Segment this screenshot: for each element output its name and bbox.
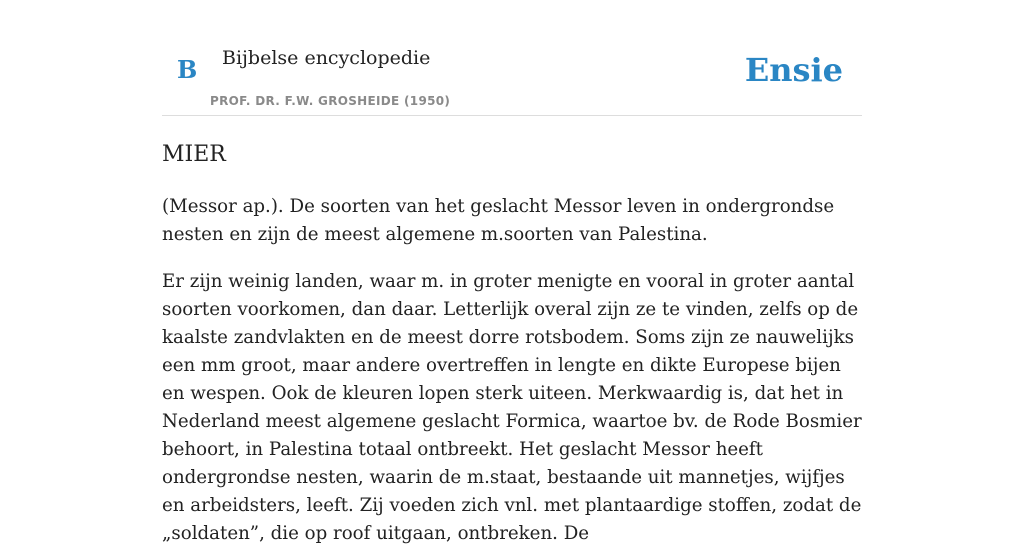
article-paragraph: (Messor ap.). De soorten van het geslacht Messor leven in ondergrondse nesten en zijn de meest algemene m.soorten van Palestina. — [162, 196, 835, 245]
brand-logo-link[interactable]: Ensie — [744, 51, 843, 89]
page-container — [162, 0, 862, 548]
book-author: PROF. DR. F.W. GROSHEIDE (1950) — [210, 94, 451, 108]
book-logo[interactable]: B — [177, 55, 198, 84]
entry-title: MIER — [162, 142, 226, 167]
page-header — [162, 0, 862, 116]
book-title[interactable]: Bijbelse encyclopedie — [222, 47, 431, 69]
article-paragraph: Er zijn weinig landen, waar m. in groter menigte en vooral in groter aantal soorten voorkomen, dan daar. Letterlijk overal zijn ze te vinden, zelfs op de kaalste zandvlakten en de meest dorre rotsbodem. Soms zijn ze nauwelijks een mm groot, maar andere overtreffen in lengte en dikte Europese bijen en wespen. Ook de kleuren lopen sterk uiteen. Merkwaardig is, dat het in Nederland meest algemene geslacht Formica, waartoe bv. de Rode Bosmier behoort, in Palestina totaal ontbreekt. Het geslacht Messor heeft ondergrondse nesten, waarin de m.staat, bestaande uit mannetjes, wijfjes en arbeidsters, leeft. Zij voeden zich vnl. met plantaardige stoffen, zodat de „soldaten”, die op roof uitgaan, ontbreken. De — [162, 271, 862, 544]
